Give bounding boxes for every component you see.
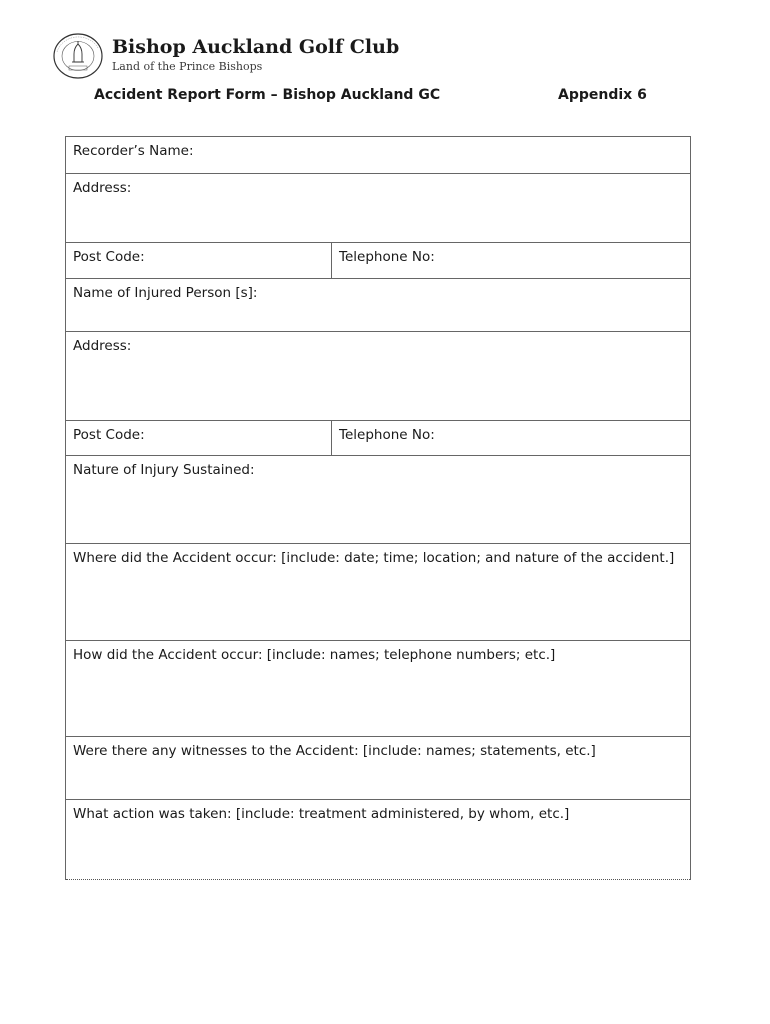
recorder-address-row bbox=[66, 174, 690, 243]
recorder-contact-row bbox=[66, 243, 690, 279]
injured-name-row bbox=[66, 279, 690, 332]
injured-contact-row bbox=[66, 421, 690, 456]
injured-address-row bbox=[66, 332, 690, 421]
injury-nature-row bbox=[66, 456, 690, 544]
accident-where-field[interactable]: Where did the Accident occur: [include: date; time; location; and nature of the accident.] bbox=[73, 550, 675, 566]
club-tagline: Land of the Prince Bishops bbox=[112, 60, 263, 73]
club-seal-icon bbox=[52, 32, 112, 80]
accident-how-field[interactable]: How did the Accident occur: [include: names; telephone numbers; etc.] bbox=[73, 647, 556, 663]
witnesses-field[interactable]: Were there any witnesses to the Accident: [include: names; statements, etc.] bbox=[73, 743, 596, 759]
recorder-name-row bbox=[66, 137, 690, 174]
injured-address-field[interactable]: Address: bbox=[73, 338, 132, 354]
recorder-name-field[interactable]: Recorder’s Name: bbox=[73, 143, 194, 159]
form-title: Accident Report Form – Bishop Auckland GC bbox=[94, 87, 441, 103]
injured-name-field[interactable]: Name of Injured Person [s]: bbox=[73, 285, 258, 301]
recorder-post-code-field[interactable]: Post Code: bbox=[66, 243, 332, 278]
club-name: Bishop Auckland Golf Club bbox=[112, 36, 400, 58]
appendix-label: Appendix 6 bbox=[558, 87, 647, 103]
recorder-address-field[interactable]: Address: bbox=[73, 180, 132, 196]
accident-where-row bbox=[66, 544, 690, 641]
injury-nature-field[interactable]: Nature of Injury Sustained: bbox=[73, 462, 255, 478]
action-taken-row bbox=[66, 800, 690, 880]
injured-post-code-field[interactable]: Post Code: bbox=[66, 421, 332, 455]
accident-report-form bbox=[65, 136, 691, 880]
action-taken-field[interactable]: What action was taken: [include: treatment administered, by whom, etc.] bbox=[73, 806, 570, 822]
witnesses-row bbox=[66, 737, 690, 800]
club-logo bbox=[52, 32, 400, 82]
recorder-telephone-field[interactable]: Telephone No: bbox=[339, 249, 435, 265]
accident-how-row bbox=[66, 641, 690, 737]
injured-telephone-field[interactable]: Telephone No: bbox=[339, 427, 435, 443]
